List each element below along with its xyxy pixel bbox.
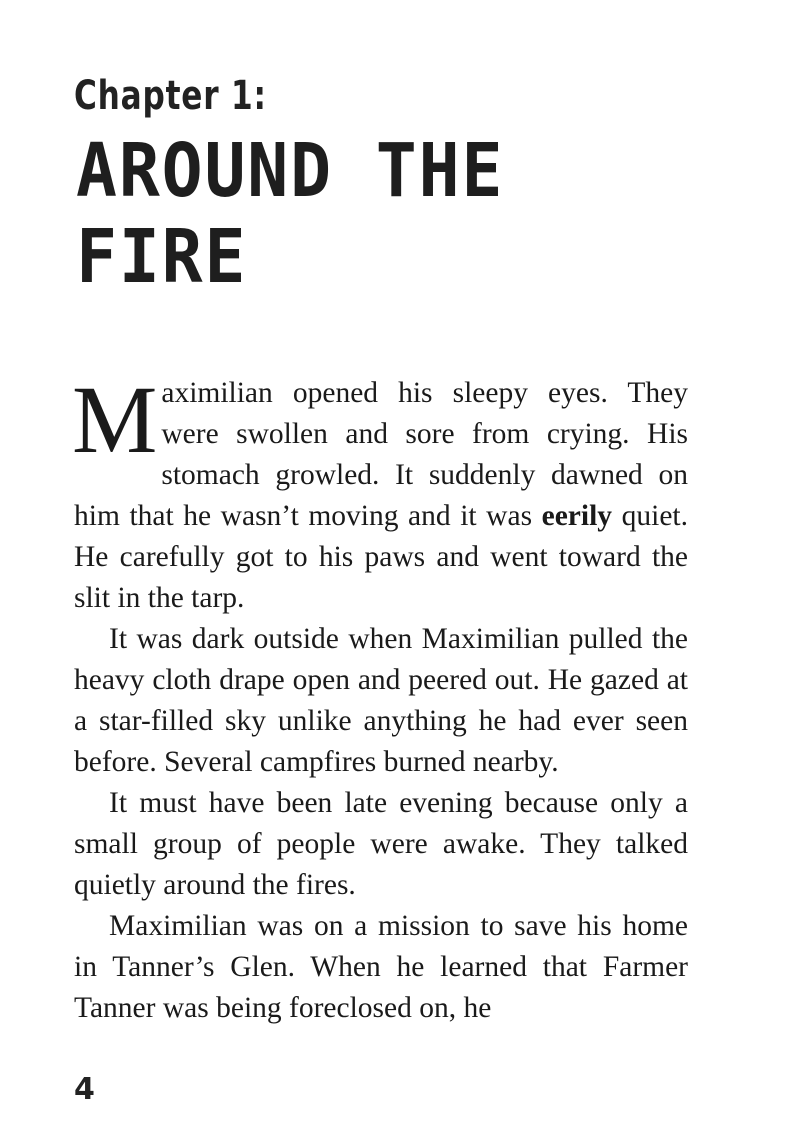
paragraph-1	[72, 366, 688, 619]
chapter-number: Chapter 1:	[74, 73, 267, 119]
paragraph-3: It must have been late evening because only a small group of people were awake. They talked quietly around the fires.	[74, 787, 688, 901]
chapter-title-line-2: FIRE	[76, 214, 248, 300]
paragraph-1-text-b: quiet. He carefully got to his paws and went toward the slit in the tarp.	[74, 500, 688, 614]
chapter-title-line-1: AROUND THE	[76, 128, 505, 214]
paragraph-1-text-a: aximilian opened his sleepy eyes. They were swollen and sore from crying. His stomach growled. It suddenly dawned on him that he wasn’t moving and it was	[74, 377, 688, 532]
paragraph-2: It was dark outside when Maximilian pulled the heavy cloth drape open and peered out. He gazed at a star-filled sky unlike anything he had ever seen before. Several campfires burned nearby.	[74, 623, 688, 778]
drop-cap: M	[72, 366, 158, 473]
page-number: 4	[74, 1072, 95, 1107]
bold-word: eerily	[541, 500, 613, 532]
paragraph-4: Maximilian was on a mission to save his home in Tanner’s Glen. When he learned that Farmer Tanner was being foreclosed on, he	[74, 910, 688, 1024]
chapter-body	[72, 366, 688, 1029]
chapter-title	[76, 128, 716, 300]
